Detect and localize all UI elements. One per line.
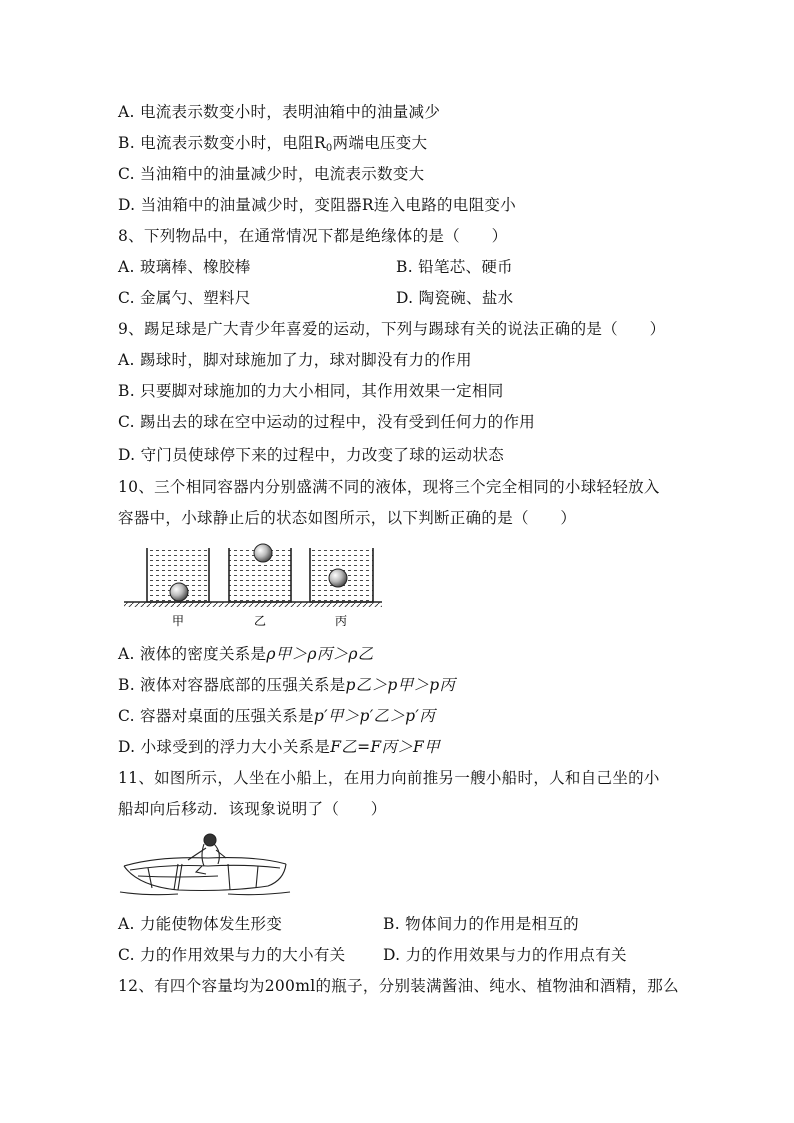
q8-option-d: D. 陶瓷碗、盐水 (396, 289, 514, 307)
q11-option-c: C. 力的作用效果与力的大小有关 (118, 946, 346, 964)
q11-option-a: A. 力能使物体发生形变 (118, 915, 283, 933)
q9-option-a: A. 踢球时，脚对球施加了力，球对脚没有力的作用 (118, 351, 472, 369)
person-drawing (188, 834, 226, 874)
boat-drawing (120, 858, 290, 895)
label-yi: 乙 (253, 614, 267, 628)
q9-option-c: C. 踢出去的球在空中运动的过程中，没有受到任何力的作用 (118, 413, 536, 431)
q10-option-a (118, 644, 374, 664)
q7-option-b-pre: B. 电流表示数变小时，电阻R (118, 134, 326, 152)
q8-option-a: A. 玻璃棒、橡胶棒 (118, 258, 251, 276)
q10-container-figure (120, 538, 386, 630)
q7-option-b (118, 133, 427, 159)
q11-stem-line2: 船却向后移动．该现象说明了（ ） (118, 800, 387, 818)
label-bing: 丙 (334, 614, 348, 628)
container-bing (310, 548, 373, 602)
q10-stem-line2: 容器中，小球静止后的状态如图所示，以下判断正确的是（ ） (118, 509, 577, 527)
q7-option-b-sub: 0 (325, 143, 333, 154)
q10-stem-line1: 10、三个相同容器内分别盛满不同的液体，现将三个完全相同的小球轻轻放入 (118, 478, 660, 496)
q10-option-c (118, 706, 435, 726)
q11-stem-line1: 11、如图所示，人坐在小船上，在用力向前推另一艘小船时，人和自己坐的小 (118, 769, 660, 787)
q8-stem: 8、下列物品中，在通常情况下都是绝缘体的是（ ） (118, 227, 508, 245)
q10-option-b-text: B. 液体对容器底部的压强关系是 (118, 676, 346, 694)
q10-option-c-expr: p′甲＞p′乙＞p′丙 (313, 707, 435, 725)
q12-stem: 12、有四个容量均为200ml的瓶子，分别装满酱油、纯水、植物油和酒精，那么 (118, 977, 679, 995)
q10-option-d-text: D. 小球受到的浮力大小关系是 (118, 738, 331, 756)
q7-option-d: D. 当油箱中的油量减少时，变阻器R连入电路的电阻变小 (118, 196, 517, 214)
q9-option-d: D. 守门员使球停下来的过程中，力改变了球的运动状态 (118, 446, 505, 464)
label-jia: 甲 (171, 614, 185, 628)
q7-option-a: A. 电流表示数变小时，表明油箱中的油量减少 (118, 103, 441, 121)
q10-option-b-expr: p乙＞p甲＞p丙 (345, 676, 456, 694)
q8-option-c: C. 金属勺、塑料尺 (118, 289, 251, 307)
q11-option-b: B. 物体间力的作用是相互的 (383, 915, 579, 933)
q7-option-b-post: 两端电压变大 (332, 134, 428, 152)
q10-option-b (118, 675, 455, 695)
q8-option-b: B. 铅笔芯、硬币 (396, 258, 513, 276)
q7-option-c: C. 当油箱中的油量减少时，电流表示数变大 (118, 165, 425, 183)
q11-boat-figure (118, 826, 293, 898)
q9-option-b: B. 只要脚对球施加的力大小相同，其作用效果一定相同 (118, 382, 504, 400)
q11-option-d: D. 力的作用效果与力的作用点有关 (383, 946, 627, 964)
q10-option-a-text: A. 液体的密度关系是 (118, 645, 267, 663)
q10-option-d (118, 737, 440, 757)
container-jia (147, 548, 209, 602)
q9-stem: 9、踢足球是广大青少年喜爱的运动，下列与踢球有关的说法正确的是（ ） (118, 320, 666, 338)
q10-option-c-text: C. 容器对桌面的压强关系是 (118, 707, 314, 725)
q10-option-d-expr: F乙=F丙＞F甲 (330, 738, 440, 756)
q10-option-a-expr: ρ甲＞ρ丙＞ρ乙 (266, 645, 374, 663)
container-yi (229, 544, 291, 602)
